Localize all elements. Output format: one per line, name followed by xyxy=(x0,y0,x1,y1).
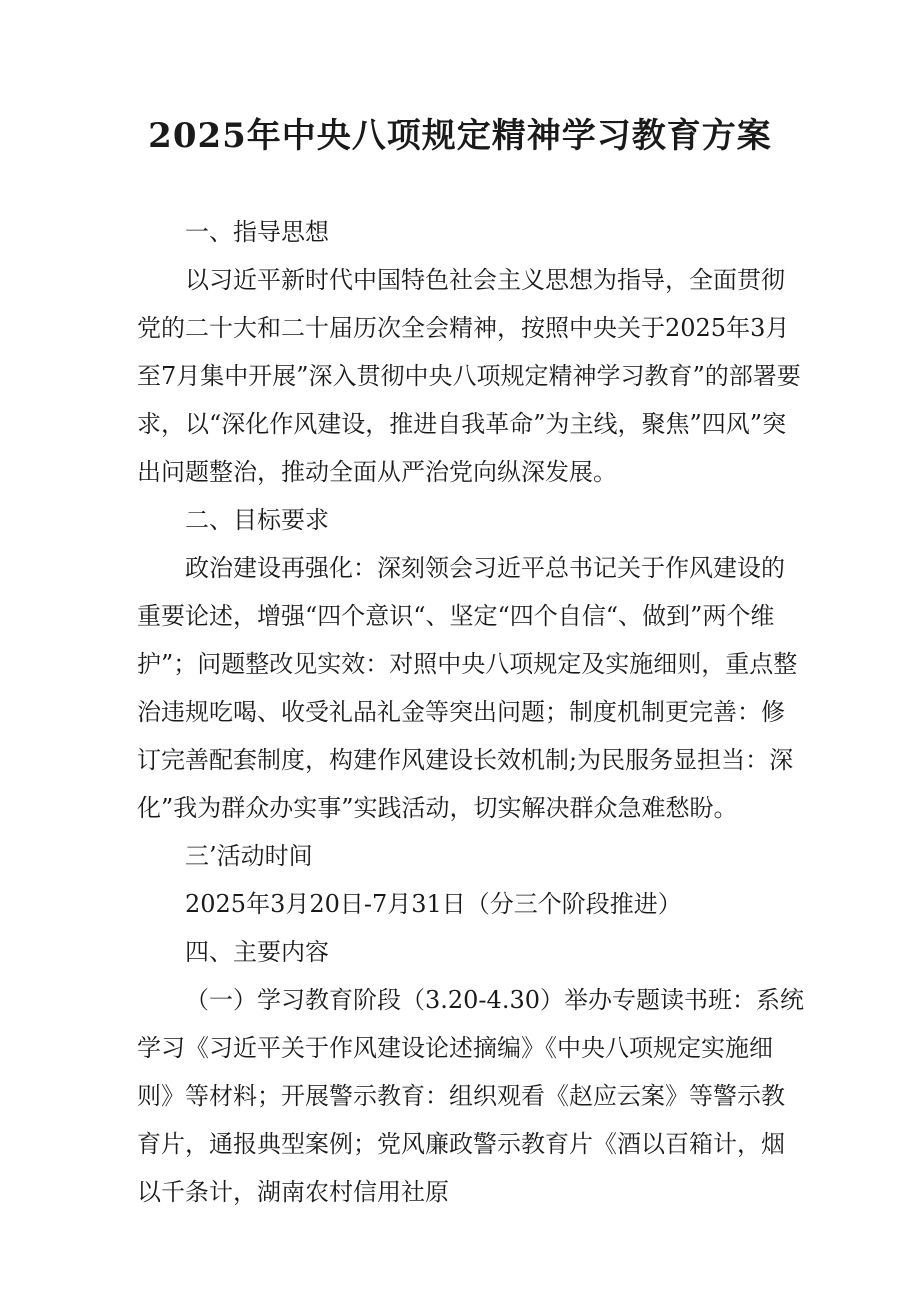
paragraph-main-content: （一）学习教育阶段（3.20-4.30）举办专题读书班：系统学习《习近平关于作风建设论述摘编》《中央八项规定实施细则》等材料；开展警示教育：组织观看《赵应云案》等警示教育片，通报典型案例；党风廉政警示教育片《酒以百箱计，烟以千条计，湖南农村信用社原 xyxy=(137,986,804,1206)
document-body xyxy=(137,208,805,1216)
section-heading-guiding-ideology: 一、指导思想 xyxy=(185,218,329,246)
section-heading-main-content: 四、主要内容 xyxy=(185,938,329,966)
paragraph-objectives: 政治建设再强化：深刻领会习近平总书记关于作风建设的重要论述，增强“四个意识“、坚定“四个自信“、做到”两个维护”；问题整改见实效：对照中央八项规定及实施细则，重点整治违规吃喝、收受礼品礼金等突出问题；制度机制更完善：修订完善配套制度，构建作风建设长效机制;为民服务显担当：深化”我为群众办实事”实践活动，切实解决群众急难愁盼。 xyxy=(137,554,798,822)
paragraph-guiding-ideology: 以习近平新时代中国特色社会主义思想为指导，全面贯彻党的二十大和二十届历次全会精神，按照中央关于2025年3月至7月集中开展”深入贯彻中央八项规定精神学习教育”的部署要求，以“深化作风建设，推进自我革命”为主线，聚焦”四风”突出问题整治，推动全面从严治党向纵深发展。 xyxy=(137,266,801,486)
section-heading-objectives: 二、目标要求 xyxy=(185,506,329,534)
paragraph-activity-time: 2025年3月20日-7月31日（分三个阶段推进） xyxy=(185,890,682,918)
section-heading-activity-time: 三’活动时间 xyxy=(185,842,313,870)
document-title: 2025年中央八项规定精神学习教育方案 xyxy=(148,116,772,156)
